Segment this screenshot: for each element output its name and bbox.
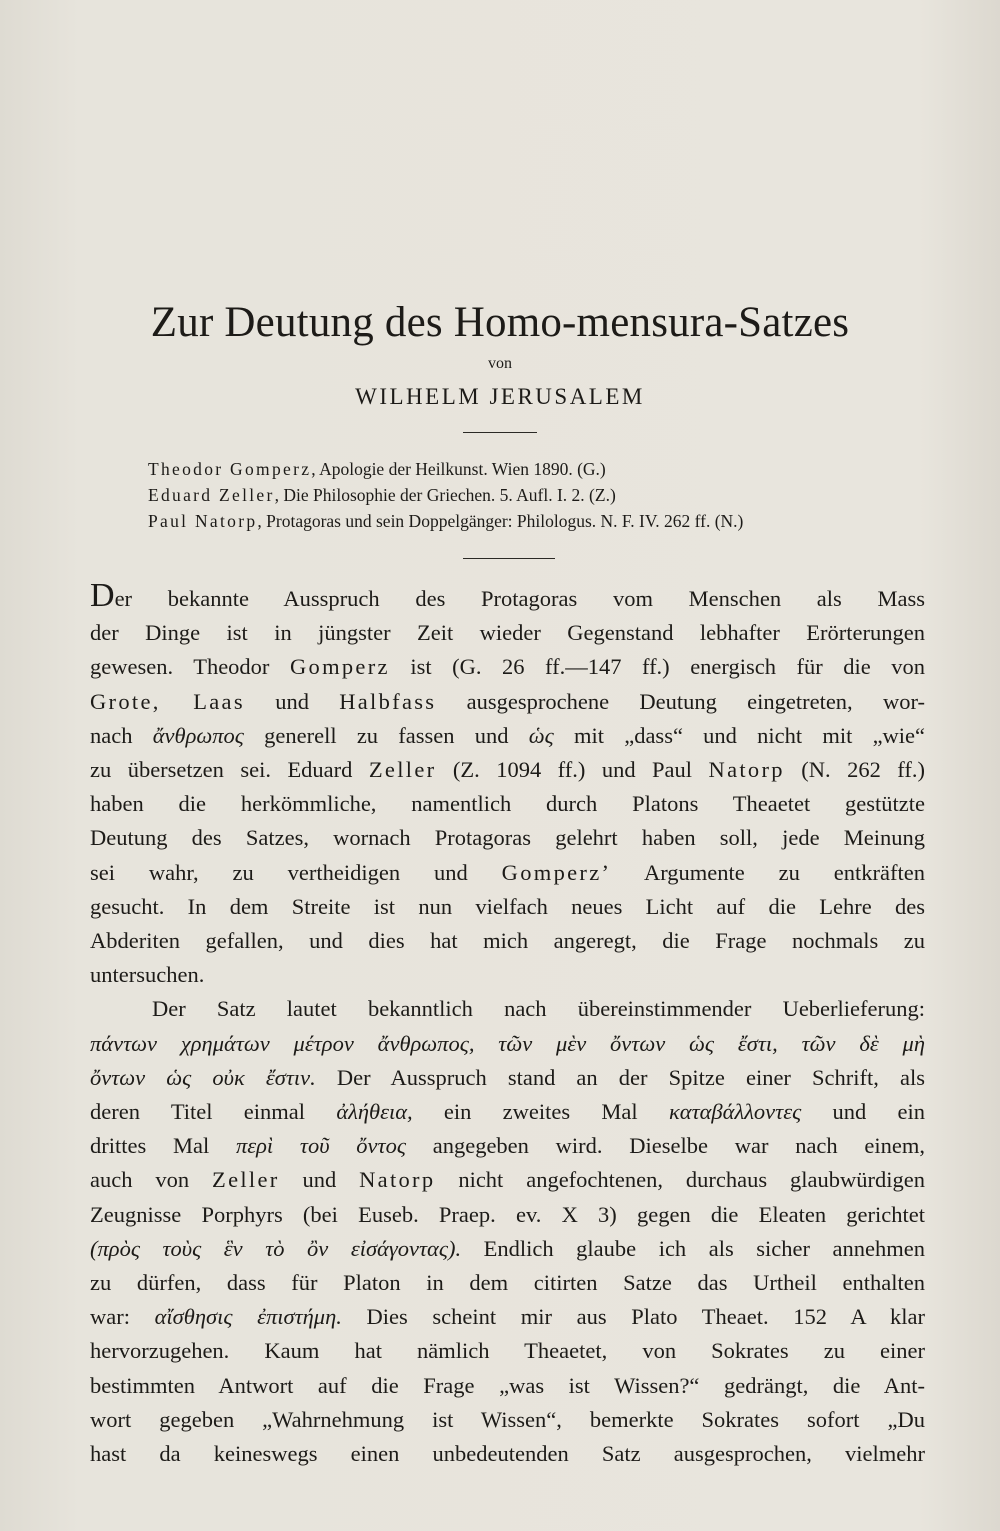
text-line: bestimmten Antwort auf die Frage „was ist Wissen?“ gedrängt, die Ant- — [90, 1372, 925, 1398]
byline-prefix: von — [488, 355, 512, 372]
reference-author: Theodor Gomperz — [148, 459, 312, 479]
reference-text: , Protagoras und sein Doppelgänger: Philologus. N. F. IV. 262 ff. (N.) — [257, 511, 744, 531]
text-line: hast da keineswegs einen unbedeutenden Satz ausgesprochen, vielmehr — [90, 1441, 925, 1467]
text-line: Deutung des Satzes, wornach Protagoras gelehrt haben soll, jede Meinung — [90, 825, 925, 851]
article-title: Zur Deutung des Homo-mensura-Satzes — [150, 299, 850, 346]
reference-item — [148, 456, 938, 482]
drop-cap: D — [90, 577, 115, 614]
text-line: drittes Mal περὶ τοῦ ὄντος angegeben wird. Dieselbe war nach einem, — [90, 1133, 926, 1159]
text-line: ὄντων ὡς οὐκ ἔστιν. Der Ausspruch stand an der Spitze einer Schrift, als — [90, 1064, 925, 1090]
divider-bottom — [463, 558, 555, 559]
text-line: untersuchen. — [90, 962, 205, 988]
text-line: Zeugnisse Porphyrs (bei Euseb. Praep. ev. X 3) gegen die Eleaten gerichtet — [90, 1201, 925, 1227]
text-line: gesucht. In dem Streite ist nun vielfach neues Licht auf die Lehre des — [90, 893, 925, 919]
text-line: zu dürfen, dass für Platon in dem citirten Satze das Urtheil enthalten — [90, 1270, 925, 1296]
article-author: WILHELM JERUSALEM — [355, 384, 645, 409]
text-line: gewesen. Theodor Gomperz ist (G. 26 ff.—147 ff.) energisch für die von — [90, 654, 926, 680]
article-body — [90, 577, 926, 1471]
divider-top — [463, 432, 537, 433]
text-line: Abderiten gefallen, und dies hat mich angeregt, die Frage nochmals zu — [90, 928, 925, 954]
text-line: Der Satz lautet bekanntlich nach übereinstimmender Ueberlieferung: — [152, 996, 925, 1022]
reference-item — [148, 482, 938, 508]
text-line: haben die herkömmliche, namentlich durch Platons Theaetet gestützte — [90, 791, 925, 817]
text-line: Grote, Laas und Halbfass ausgesprochene Deutung eingetreten, wor- — [90, 688, 925, 714]
reference-list — [148, 456, 938, 534]
reference-text: , Die Philosophie der Griechen. 5. Aufl. I. 2. (Z.) — [274, 485, 616, 505]
text-line: der Dinge ist in jüngster Zeit wieder Gegenstand lebhafter Erörterungen — [90, 620, 925, 646]
reference-author: Paul Natorp — [148, 511, 258, 531]
text-line: war: αἴσθησις ἐπιστήμη. Dies scheint mir aus Plato Theaet. 152 A klar — [90, 1304, 925, 1330]
text-line: Der bekannte Ausspruch des Protagoras vom Menschen als Mass — [90, 577, 925, 614]
text-line: wort gegeben „Wahrnehmung ist Wissen“, bemerkte Sokrates sofort „Du — [90, 1406, 925, 1432]
text-line: πάντων χρημάτων μέτρον ἄνθρωπος, τῶν μὲν ὄντων ὡς ἔστι, τῶν δὲ μὴ — [90, 1030, 925, 1056]
text-line: auch von Zeller und Natorp nicht angefochtenen, durchaus glaubwürdigen — [90, 1167, 926, 1193]
text-line: (πρὸς τοὺς ἓν τὸ ὂν εἰσάγοντας). Endlich glaube ich als sicher annehmen — [90, 1235, 926, 1261]
text-line: sei wahr, zu vertheidigen und Gomperz’ Argumente zu entkräften — [90, 859, 926, 885]
text-line: hervorzugehen. Kaum hat nämlich Theaetet, von Sokrates zu einer — [90, 1338, 925, 1364]
text-line: nach ἄνθρωπος generell zu fassen und ὡς mit „dass“ und nicht mit „wie“ — [90, 722, 926, 748]
text-line: zu übersetzen sei. Eduard Zeller (Z. 1094 ff.) und Paul Natorp (N. 262 ff.) — [90, 757, 926, 783]
text-line: deren Titel einmal ἀλήθεια, ein zweites Mal καταβάλλοντες und ein — [90, 1099, 926, 1125]
reference-text: , Apologie der Heilkunst. Wien 1890. (G.) — [311, 459, 606, 479]
reference-item — [148, 508, 938, 534]
reference-author: Eduard Zeller — [148, 485, 275, 505]
